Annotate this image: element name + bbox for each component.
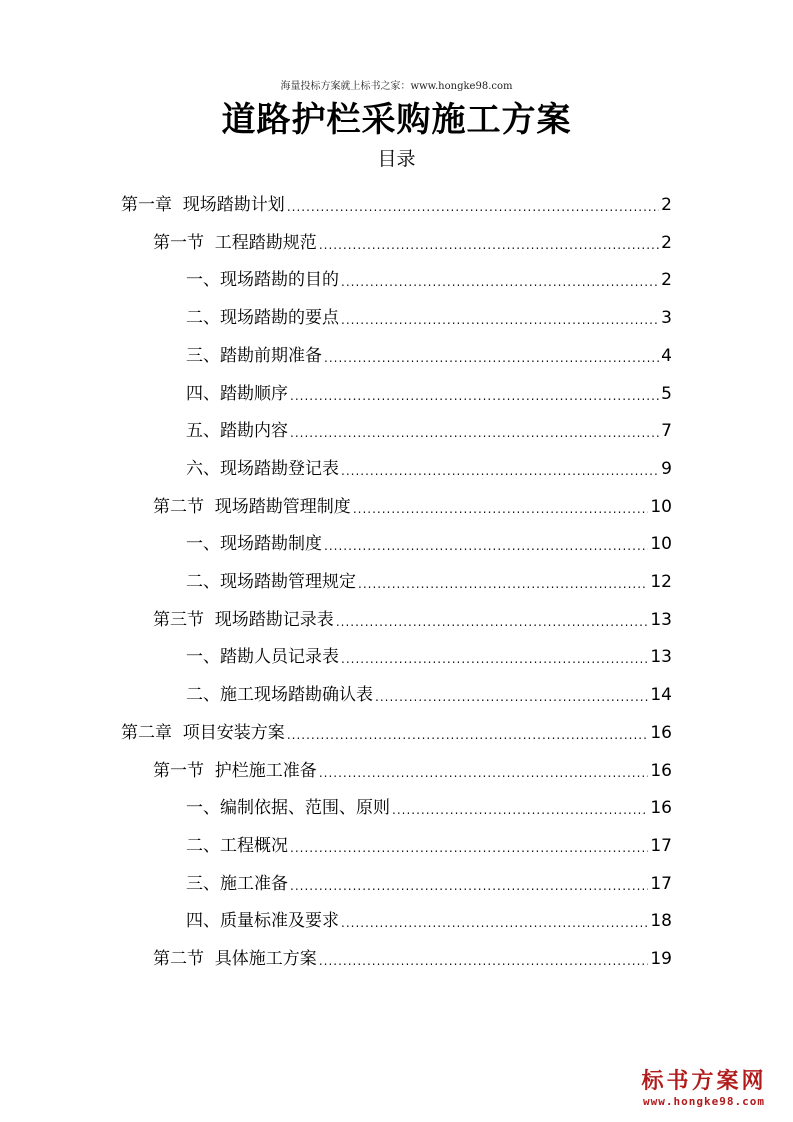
toc-entry-page: 12 [650,572,672,592]
toc-heading: 目录 [377,148,416,170]
toc-leader-dots [290,387,659,405]
toc-leader-dots [319,764,649,782]
toc-leader-dots [353,500,649,518]
toc-entry-page: 10 [650,534,672,555]
toc-leader-dots [375,688,648,706]
toc-entry-label: 第二章 项目安装方案 [121,722,285,743]
toc-entry-page: 13 [650,647,672,668]
toc-entry-label: 第二节 现场踏勘管理制度 [153,496,351,517]
toc-entry-page: 17 [650,835,672,856]
toc-entry[interactable] [186,255,672,291]
toc-entry[interactable] [186,557,672,593]
toc-leader-dots [341,462,659,480]
toc-entry-label: 一、现场踏勘的目的 [186,270,339,291]
toc-entry-label: 四、踏勘顺序 [186,383,288,404]
header-note: 海量投标方案就上标书之家：www.hongke98.com [280,81,513,92]
toc-leader-dots [287,198,659,216]
toc-entry-label: 一、踏勘人员记录表 [186,647,339,668]
toc-entry-label: 四、质量标准及要求 [186,911,339,932]
toc-entry[interactable] [186,783,672,819]
toc-leader-dots [358,575,648,593]
toc-entry[interactable] [186,293,672,329]
toc-entry-label: 二、施工现场踏勘确认表 [186,685,373,706]
toc-leader-dots [341,914,648,932]
toc-entry-page: 9 [661,458,672,479]
toc-entry-page: 13 [650,609,672,630]
toc-entry-page: 4 [661,345,672,366]
toc-leader-dots [324,349,659,367]
toc-entry-label: 一、现场踏勘制度 [186,534,322,555]
toc-entry[interactable] [186,369,672,405]
toc-entry-label: 一、编制依据、范围、原则 [186,798,390,819]
toc-entry-page: 14 [650,685,672,706]
toc-entry-page: 16 [650,760,672,781]
toc-entry[interactable] [153,482,672,518]
toc-leader-dots [290,424,659,442]
toc-entry-label: 五、踏勘内容 [186,421,288,442]
toc-entry-page: 2 [661,270,672,291]
watermark-logo [629,1064,779,1108]
toc-leader-dots [324,537,648,555]
document-title: 道路护栏采购施工方案 [221,100,572,140]
toc-entry-page: 2 [661,195,672,215]
toc-leader-dots [290,877,648,895]
toc-entry[interactable] [186,632,672,668]
toc-entry[interactable] [121,180,672,216]
toc-leader-dots [319,952,649,970]
toc-entry-page: 16 [650,798,672,819]
toc-entry[interactable] [153,934,672,970]
toc-entry[interactable] [121,708,672,744]
toc-entry-label: 第一节 护栏施工准备 [153,760,317,781]
toc-entry-page: 19 [650,949,672,969]
toc-entry-page: 3 [661,308,672,329]
toc-entry[interactable] [186,859,672,895]
toc-entry[interactable] [186,896,672,932]
toc-entry-label: 二、现场踏勘管理规定 [186,572,356,592]
toc-entry-page: 5 [661,383,672,404]
watermark-logo-text: 标书方案网 [641,1069,767,1094]
toc-entry-page: 17 [650,873,672,894]
toc-entry-label: 二、现场踏勘的要点 [186,308,339,329]
toc-entry-label: 三、施工准备 [186,873,288,894]
toc-entry-label: 六、现场踏勘登记表 [186,458,339,479]
toc-entry-page: 10 [650,496,672,517]
toc-entry[interactable] [153,595,672,631]
toc-entry-label: 第一节 工程踏勘规范 [153,232,317,253]
toc-entry-page: 18 [650,911,672,932]
watermark-url: www.hongke98.com [643,1095,765,1108]
toc-entry[interactable] [186,821,672,857]
toc-entry-label: 第三节 现场踏勘记录表 [153,609,334,630]
toc-entry-label: 第二节 具体施工方案 [153,949,317,969]
toc-entry-label: 三、踏勘前期准备 [186,345,322,366]
toc-entry[interactable] [186,519,672,555]
toc-entry[interactable] [186,670,672,706]
toc-entry[interactable] [153,746,672,782]
toc-leader-dots [287,726,649,744]
toc-leader-dots [341,650,648,668]
toc-leader-dots [319,236,659,254]
toc-leader-dots [336,613,649,631]
toc-entry[interactable] [186,331,672,367]
toc-entry[interactable] [186,444,672,480]
toc-entry[interactable] [186,406,672,442]
toc-entry-label: 第一章 现场踏勘计划 [121,195,285,215]
toc-leader-dots [290,839,648,857]
toc-entry-page: 7 [661,421,672,442]
toc-leader-dots [341,311,659,329]
toc-entry-page: 16 [650,722,672,743]
toc-entry-label: 二、工程概况 [186,835,288,856]
toc-leader-dots [341,273,659,291]
toc-entry-page: 2 [661,232,672,253]
toc-entry[interactable] [153,218,672,254]
toc-leader-dots [392,801,648,819]
